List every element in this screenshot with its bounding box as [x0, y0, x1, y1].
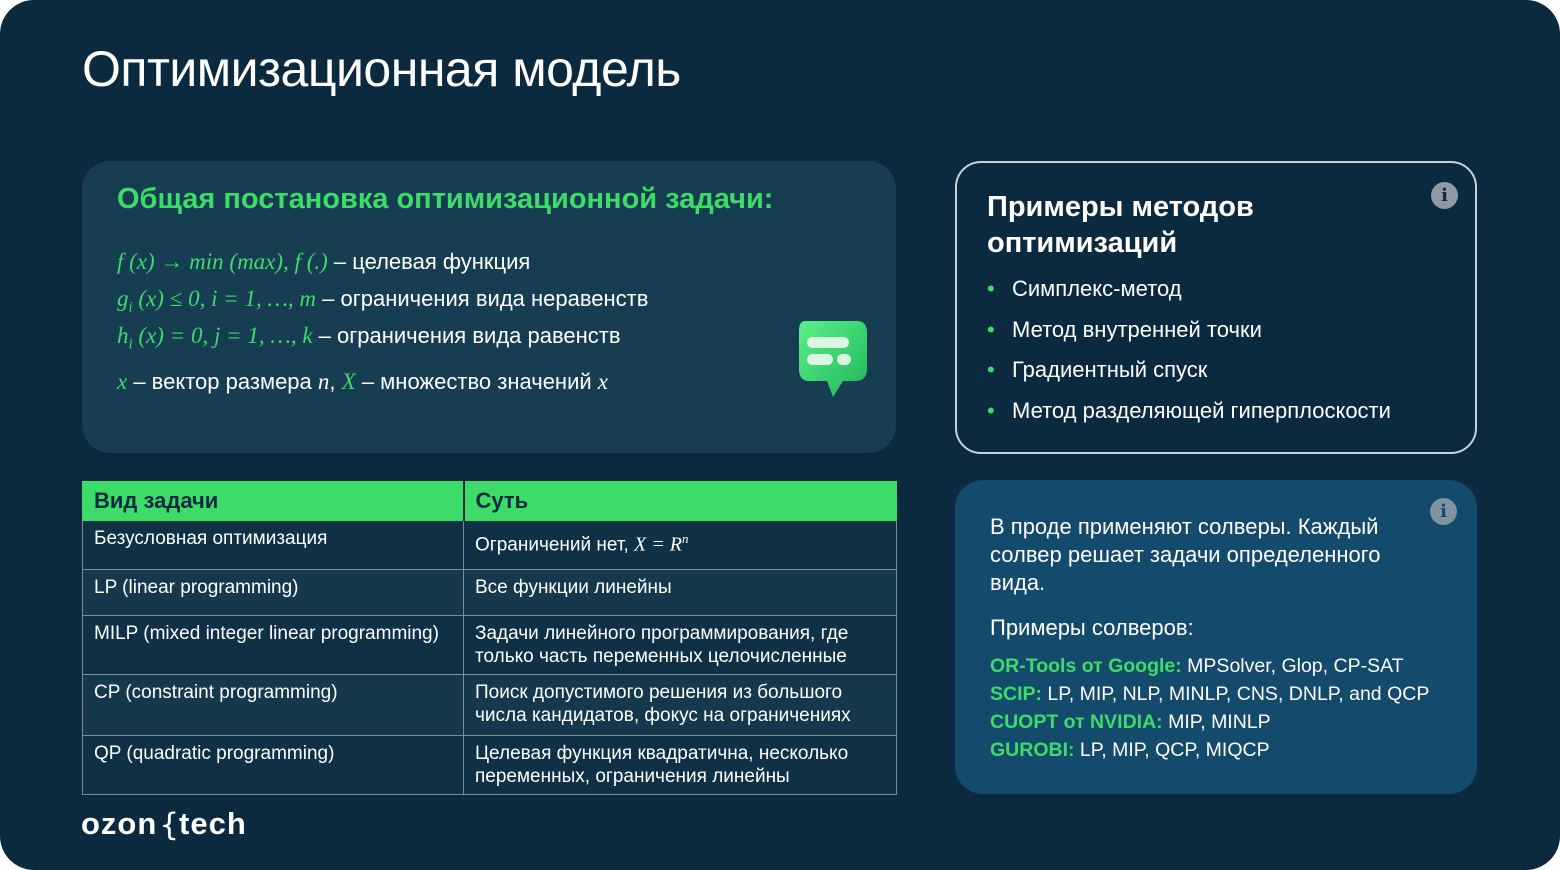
- formula-expression: (x) = 0, j = 1, …, k: [132, 323, 313, 348]
- formula-comma: ,: [329, 369, 342, 394]
- table-row: [83, 675, 897, 736]
- table-header-row: [83, 482, 897, 521]
- formula-math: f (x) → min (max), f (.): [117, 249, 328, 274]
- list-item: • Градиентный спуск: [987, 354, 1391, 395]
- slide-title: Оптимизационная модель: [82, 41, 681, 97]
- info-icon[interactable]: i: [1430, 498, 1457, 525]
- methods-list: [987, 273, 1391, 435]
- cell-type: QP (quadratic programming): [83, 736, 464, 795]
- solver-name: GUROBI:: [990, 739, 1075, 761]
- cell-essence: Целевая функция квадратична, несколько переменных, ограничения линейны: [464, 736, 897, 795]
- essence-sup: n: [681, 531, 689, 546]
- solvers-examples-label: Примеры солверов:: [990, 615, 1194, 640]
- table-row: [83, 521, 897, 570]
- logo-text-left: ozon: [81, 806, 158, 841]
- cell-essence: Все функции линейны: [464, 570, 897, 616]
- formula-text: – целевая функция: [327, 249, 531, 274]
- list-item: [990, 736, 1429, 764]
- solver-name: SCIP:: [990, 683, 1043, 705]
- formula-x: x: [597, 369, 608, 394]
- solver-name: CUOPT от NVIDIA:: [990, 711, 1163, 733]
- formula-math: [117, 323, 313, 353]
- formula-subscript: i: [128, 299, 133, 316]
- formula-objective: [117, 249, 530, 275]
- solver-capabilities: MPSolver, Glop, CP-SAT: [1181, 655, 1404, 677]
- cell-essence: [464, 521, 897, 570]
- list-item: • Метод внутренней точки: [987, 314, 1391, 355]
- solver-capabilities: LP, MIP, QCP, MIQCP: [1074, 739, 1270, 761]
- solver-capabilities: MIP, MINLP: [1162, 711, 1271, 733]
- formula-symbol: h: [117, 323, 129, 348]
- solver-name: OR-Tools от Google:: [990, 655, 1182, 677]
- cell-type: MILP (mixed integer linear programming): [83, 616, 464, 675]
- formula-equality: [117, 323, 621, 354]
- methods-title: Примеры методов оптимизаций: [987, 191, 1254, 259]
- formula-math: [117, 286, 317, 316]
- logo-brace: {: [159, 807, 181, 843]
- formula-vector: [117, 369, 608, 395]
- cell-type: Безусловная оптимизация: [83, 521, 464, 570]
- table-row: [83, 570, 897, 616]
- essence-text: Ограничений нет,: [475, 534, 634, 556]
- formula-text: – вектор размера: [127, 369, 318, 394]
- chat-bubble-icon: [797, 319, 869, 403]
- column-header-type: Вид задачи: [83, 482, 464, 521]
- column-header-essence: Суть: [464, 482, 897, 521]
- list-item: • Метод разделяющей гиперплоскости: [987, 395, 1391, 436]
- problems-table: [82, 481, 897, 795]
- formula-expression: (x) ≤ 0, i = 1, …, m: [132, 286, 317, 311]
- ozon-tech-logo: [81, 806, 247, 846]
- solvers-intro: В проде применяют солверы. Каждый солвер решает задачи определенного вида.: [990, 514, 1381, 595]
- formulation-heading: Общая постановка оптимизационной задачи:: [117, 183, 774, 215]
- table-row: [83, 616, 897, 675]
- formula-text: – ограничения вида неравенств: [316, 286, 649, 311]
- formula-text: – множество значений: [355, 369, 598, 394]
- list-item: [990, 652, 1429, 680]
- essence-math: X = R: [634, 533, 682, 556]
- logo-text-right: tech: [179, 806, 247, 841]
- formula-set-x: X: [341, 369, 356, 394]
- formula-symbol: g: [117, 286, 129, 311]
- formula-n: n: [317, 369, 330, 394]
- table-row: [83, 736, 897, 795]
- cell-essence: Задачи линейного программирования, где только часть переменных целочисленные: [464, 616, 897, 675]
- formula-text: – ограничения вида равенств: [312, 323, 621, 348]
- solver-capabilities: LP, MIP, NLP, MINLP, CNS, DNLP, and QCP: [1042, 683, 1430, 705]
- formula-inequality: [117, 286, 648, 317]
- solvers-list: [990, 652, 1429, 764]
- formula-subscript: i: [128, 336, 133, 353]
- formulation-card: [82, 161, 896, 453]
- methods-card: [955, 161, 1477, 454]
- cell-type: CP (constraint programming): [83, 675, 464, 736]
- formula-x: x: [117, 369, 128, 394]
- list-item: [990, 680, 1429, 708]
- info-icon[interactable]: i: [1431, 182, 1458, 209]
- cell-essence: Поиск допустимого решения из большого числа кандидатов, фокус на ограничениях: [464, 675, 897, 736]
- cell-type: LP (linear programming): [83, 570, 464, 616]
- list-item: • Симплекс-метод: [987, 273, 1391, 314]
- list-item: [990, 708, 1429, 736]
- solvers-card: [955, 480, 1477, 794]
